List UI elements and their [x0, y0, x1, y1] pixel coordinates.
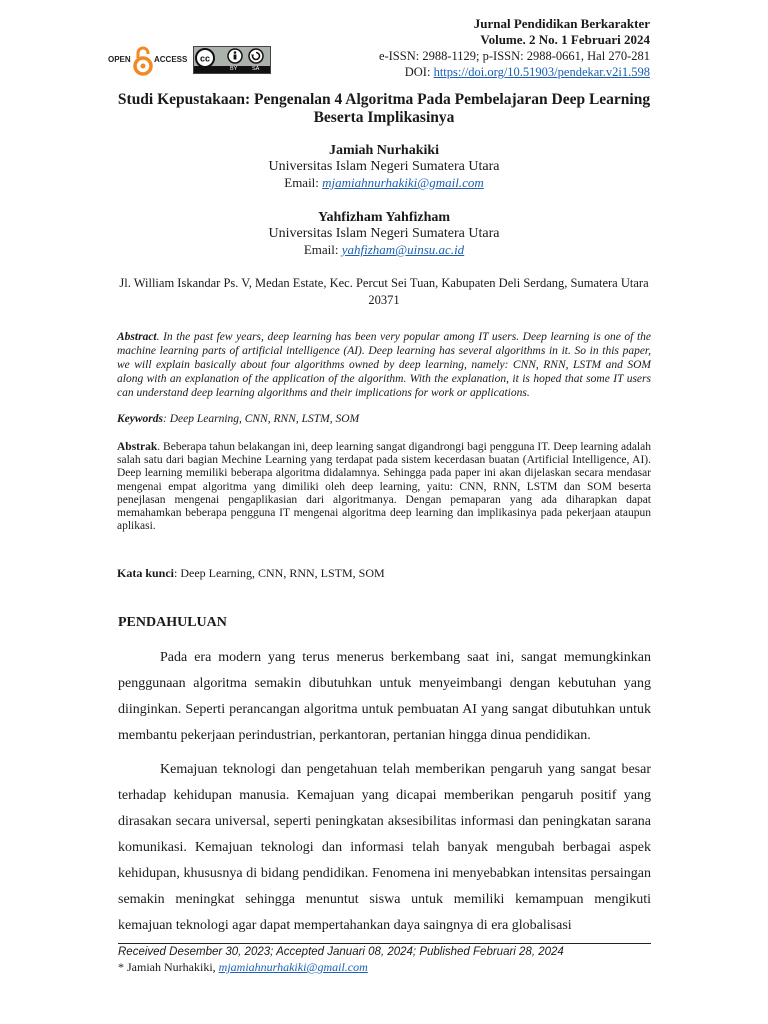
author-block-1: [110, 143, 658, 191]
cc-strip: [194, 66, 270, 73]
corr-email-link[interactable]: mjamiahnurhakiki@gmail.com: [218, 960, 368, 974]
author-name: Yahfizham Yahfizham: [317, 210, 451, 225]
journal-issn: e-ISSN: 2988-1129; p-ISSN: 2988-0661, Hal 270-281: [378, 49, 650, 63]
keywords-indonesian: [117, 566, 651, 581]
author-email-link[interactable]: yahfizham@uinsu.ac.id: [341, 242, 465, 257]
open-access-logo: [108, 46, 188, 76]
keywords-label: Keywords: [117, 413, 163, 425]
kata-kunci-text: : Deep Learning, CNN, RNN, LSTM, SOM: [174, 566, 385, 580]
publication-dates: Received Desember 30, 2023; Accepted Januari 08, 2024; Published Februari 28, 2024: [118, 946, 564, 958]
footer-divider: [118, 943, 651, 944]
author-affiliation: Universitas Islam Negeri Sumatera Utara: [268, 159, 500, 174]
corr-prefix: * Jamiah Nurhakiki,: [118, 960, 219, 974]
body-paragraph: Kemajuan teknologi dan pengetahuan telah memberikan pengaruh yang sangat besar terhadap kehidupan manusia. Kemajuan yang dicapai memberikan pengaruh positif yang dirasakan secara universal, seperti peningkatan aksesibilitas informasi dan peningkatan sarana komunikasi. Kemajuan teknologi dan informasi telah banyak mengubah berbagai aspek kehidupan, khususnya di bidang pendidikan. Fenomena ini menyebabkan intensitas persaingan semakin meningkat sehingga menuntut siswa untuk memiliki kemampuan mengikuti kemajuan teknologi agar dapat mempertahankan daya saingnya di era globalisasi: [118, 762, 651, 933]
cc-sa-text: SA: [252, 66, 260, 72]
section-heading: PENDAHULUAN: [118, 615, 227, 630]
abstract-label: Abstract: [117, 331, 157, 343]
journal-volume: Volume. 2 No. 1 Februari 2024: [480, 32, 650, 47]
doi-label: DOI:: [404, 65, 434, 79]
author-email: [110, 175, 658, 191]
cc-license-icons: [194, 47, 272, 67]
author-name: Jamiah Nurhakiki: [328, 143, 440, 158]
journal-doi: [379, 64, 650, 80]
open-access-left-text: OPEN: [108, 55, 131, 64]
journal-header: [379, 16, 650, 80]
page-footer: [118, 945, 651, 975]
author-email-link[interactable]: mjamiahnurhakiki@gmail.com: [322, 175, 484, 190]
corresponding-author: [118, 960, 651, 975]
paper-title: Studi Kepustakaan: Pengenalan 4 Algoritma Pada Pembelajaran Deep Learning Beserta Implikasinya: [117, 91, 651, 126]
keywords-text: : Deep Learning, CNN, RNN, LSTM, SOM: [163, 413, 360, 425]
open-access-right-text: ACCESS: [154, 55, 188, 64]
abstract-english: [117, 330, 651, 400]
cc-by-text: BY: [230, 66, 238, 72]
body-paragraph: Pada era modern yang terus menerus berkembang saat ini, sangat memungkinkan penggunaan algoritma semakin dibutuhkan untuk menyeimbangi dengan kebutuhan yang diinginkan. Seperti perancangan algoritma untuk pembuatan AI yang sangat dibutuhkan untuk membantu pekerjaan perindustrian, perkantoran, pertanian hingga dinua pendidikan.: [118, 650, 651, 743]
abstrak-text: . Beberapa tahun belakangan ini, deep learning sangat digandrongi bagi pengguna IT. Deep learning adalah salah satu dari bagian Mechine Learning yang terdapat pada sistem kecerdasan buatan (Artificial Intelligence, AI). Deep learning memiliki beberapa algoritma didalamnya. Sehingga pada paper ini akan dijelaskan secara mendasar mengenai empat algoritma yang dimiliki oleh deep learning, yaitu: CNN, RNN, LSTM dan SOM beserta penejlasan mengenai pengaplikasian dari algoritmanya. Dengan pemaparan yang ada diharapkan dapat memahamkan beberapa pengguna IT mengenai algoritma deep learning dan implikasinya pada pekerjaan ataupun aplikasi.: [117, 441, 651, 533]
abstract-indonesian: [117, 441, 651, 533]
author-affiliation: Universitas Islam Negeri Sumatera Utara: [268, 226, 500, 241]
keywords-english: [117, 413, 651, 425]
email-label: Email:: [303, 242, 342, 257]
cc-by-sa-badge: [193, 46, 271, 74]
email-label: Email:: [284, 175, 323, 190]
journal-name: Jurnal Pendidikan Berkarakter: [473, 16, 650, 31]
abstract-text: . In the past few years, deep learning has been very popular among IT users. Deep learning is one of the machine learning parts of artificial intelligence (AI). Deep learning has several algorithms in it. So in this paper, we will explain basically about four algorithms owned by deep learning, namely: CNN, RNN, LSTM and SOM along with an explanation of the application of the algorithm. With the explanation, it is hoped that some IT users can understand deep learning algorithms and their implications for work or applications.: [117, 331, 651, 399]
kata-kunci-label: Kata kunci: [117, 566, 175, 580]
doi-link[interactable]: https://doi.org/10.51903/pendekar.v2i1.598: [433, 65, 650, 79]
institution-address: Jl. William Iskandar Ps. V, Medan Estate, Kec. Percut Sei Tuan, Kabupaten Deli Serdang, Sumatera Utara 20371: [119, 276, 649, 307]
svg-text:cc: cc: [199, 53, 211, 64]
abstrak-label: Abstrak: [117, 441, 158, 453]
author-email: [110, 242, 658, 258]
open-lock-icon: [133, 46, 153, 76]
author-block-2: [110, 210, 658, 258]
